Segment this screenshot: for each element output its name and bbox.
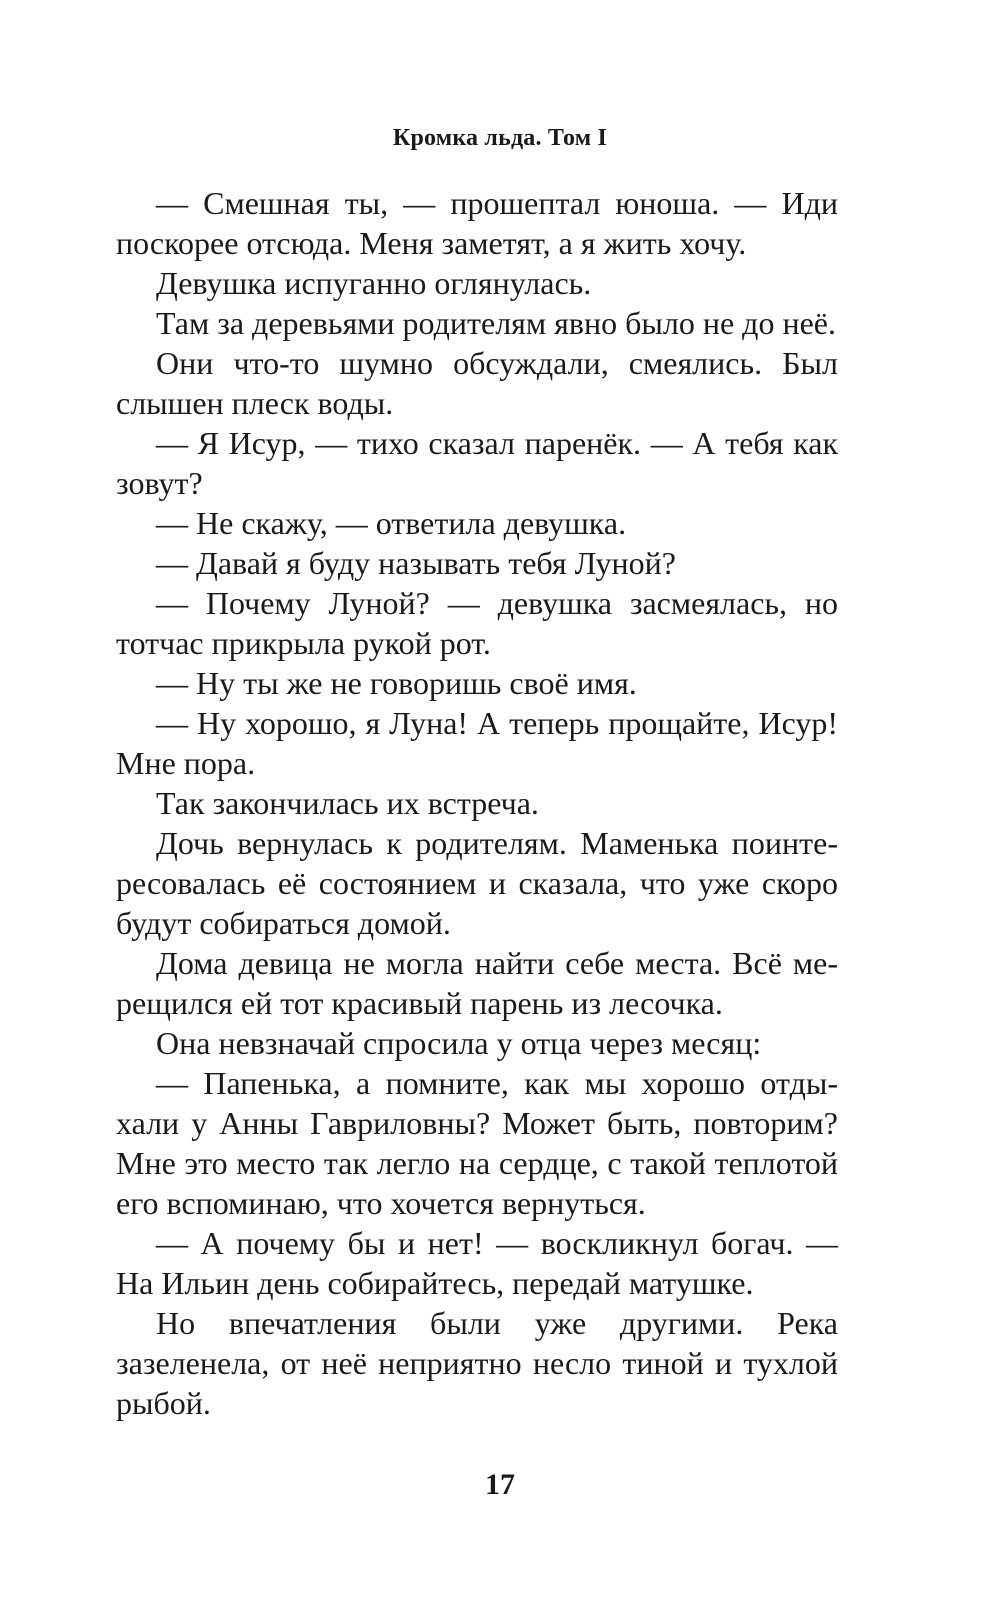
- running-header: Кромка льда. Том I: [392, 125, 608, 151]
- paragraph: — Ну хорошо, я Луна! А теперь прощайте, Исур! Мне пора.: [116, 705, 838, 781]
- paragraph: Так закончилась их встреча.: [156, 785, 539, 821]
- paragraph: — Папенька, а помните, как мы хорошо отдыхали у Анны Гавриловны? Может быть, повторим? Мне это место так легло на сердце, с такой теплотой его вспоминаю, что хочется вернуться.: [116, 1065, 838, 1221]
- paragraph: — Смешная ты, — прошептал юноша. — Иди поскорее отсюда. Меня заметят, а я жить хочу.: [116, 185, 838, 261]
- paragraph: Но впечатления были уже другими. Река зазеленела, от неё неприятно несло тиной и тухлой рыбой.: [116, 1305, 838, 1421]
- paragraph: — Ну ты же не говоришь своё имя.: [156, 665, 637, 701]
- body-text: [116, 183, 838, 1423]
- paragraph: — Не скажу, — ответила девушка.: [156, 505, 627, 541]
- paragraph: Они что-то шумно обсуждали, смеялись. Был слышен плеск воды.: [116, 345, 838, 421]
- paragraph: — А почему бы и нет! — воскликнул богач. — На Ильин день собирайтесь, передай матушке.: [116, 1225, 838, 1301]
- paragraph: — Почему Луной? — девушка засмеялась, но тотчас прикрыла рукой рот.: [116, 585, 838, 661]
- paragraph: Дома девица не могла найти себе места. Всё мерещился ей тот красивый парень из лесочка.: [116, 945, 838, 1021]
- paragraph: — Я Исур, — тихо сказал паренёк. — А тебя как зовут?: [116, 425, 838, 501]
- paragraph: — Давай я буду называть тебя Луной?: [156, 545, 676, 581]
- paragraph: Девушка испуганно оглянулась.: [156, 265, 592, 301]
- paragraph: Дочь вернулась к родителям. Маменька поинтересовалась её состоянием и сказала, что уже скоро будут собираться домой.: [116, 825, 838, 941]
- paragraph: Там за деревьями родителям явно было не до неё.: [156, 305, 836, 341]
- page-number: 17: [485, 1468, 515, 1501]
- paragraph: Она невзначай спросила у отца через месяц:: [156, 1025, 762, 1061]
